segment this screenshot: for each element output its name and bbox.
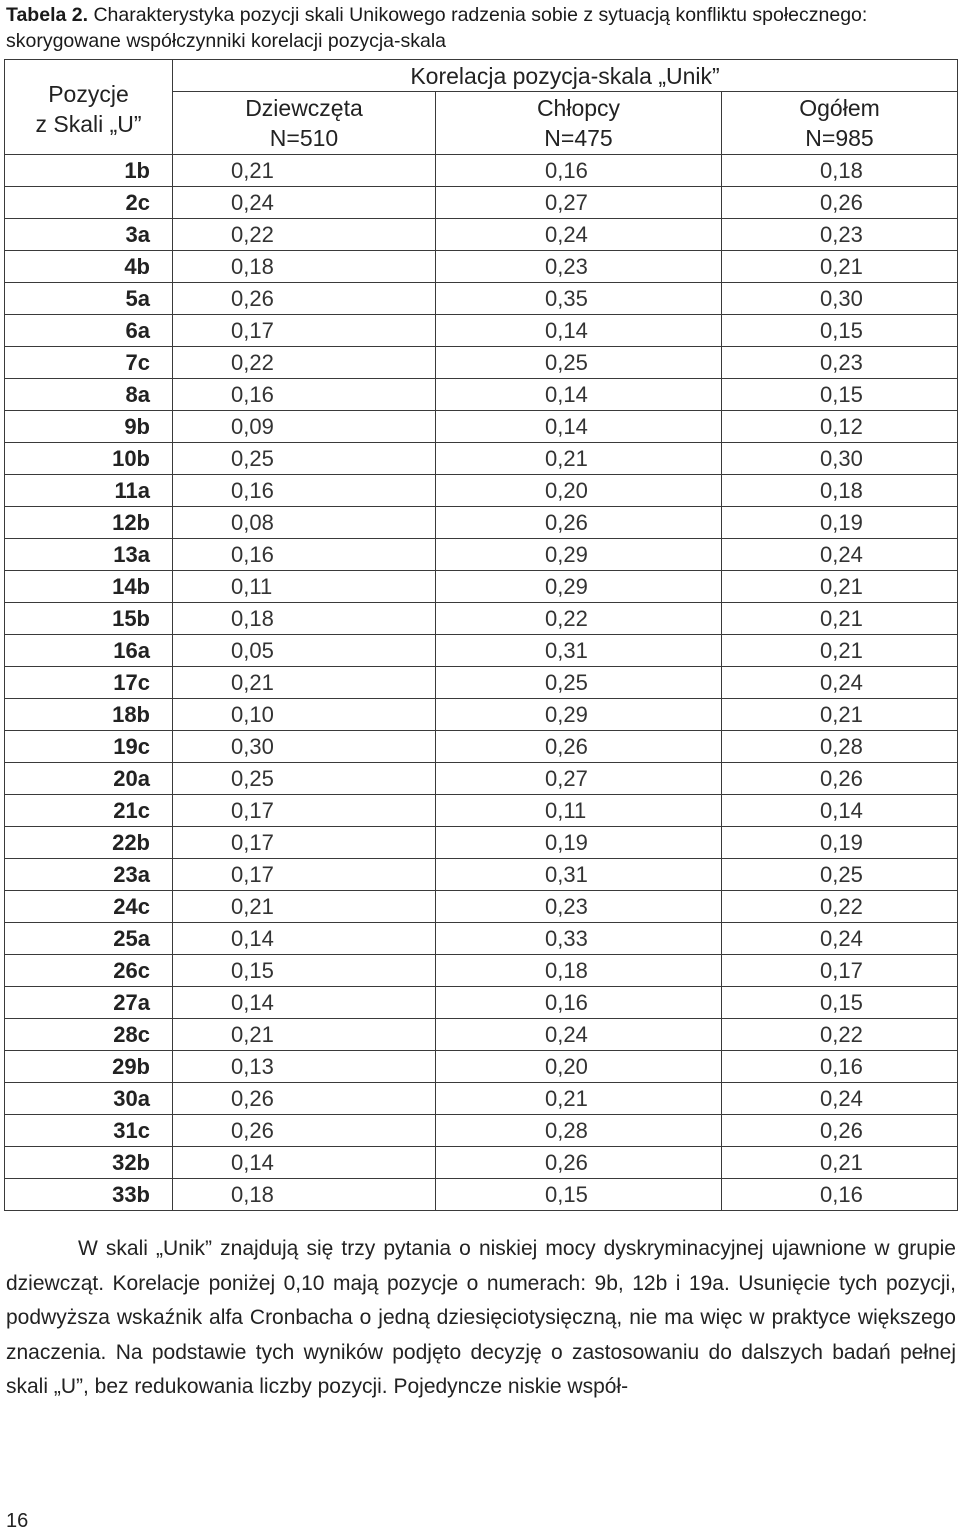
boys-value-cell: 0,20 bbox=[436, 1051, 722, 1083]
girls-value-cell: 0,26 bbox=[173, 283, 436, 315]
table-row bbox=[5, 187, 958, 219]
table-row bbox=[5, 251, 958, 283]
position-cell: 14b bbox=[5, 571, 173, 603]
position-cell: 26c bbox=[5, 955, 173, 987]
position-cell: 11a bbox=[5, 475, 173, 507]
position-cell: 21c bbox=[5, 795, 173, 827]
position-cell: 17c bbox=[5, 667, 173, 699]
boys-value-cell: 0,25 bbox=[436, 347, 722, 379]
table-row bbox=[5, 891, 958, 923]
total-value-cell: 0,22 bbox=[722, 891, 958, 923]
boys-value-cell: 0,16 bbox=[436, 155, 722, 187]
boys-value-cell: 0,15 bbox=[436, 1179, 722, 1211]
table-row bbox=[5, 827, 958, 859]
table-row bbox=[5, 731, 958, 763]
boys-header-n: N=475 bbox=[544, 125, 613, 151]
girls-value-cell: 0,18 bbox=[173, 603, 436, 635]
girls-value-cell: 0,16 bbox=[173, 539, 436, 571]
girls-value-cell: 0,17 bbox=[173, 859, 436, 891]
position-cell: 3a bbox=[5, 219, 173, 251]
boys-value-cell: 0,16 bbox=[436, 987, 722, 1019]
total-value-cell: 0,26 bbox=[722, 1115, 958, 1147]
girls-value-cell: 0,05 bbox=[173, 635, 436, 667]
total-value-cell: 0,19 bbox=[722, 827, 958, 859]
total-value-cell: 0,21 bbox=[722, 635, 958, 667]
girls-value-cell: 0,17 bbox=[173, 827, 436, 859]
boys-value-cell: 0,27 bbox=[436, 187, 722, 219]
boys-value-cell: 0,18 bbox=[436, 955, 722, 987]
total-value-cell: 0,22 bbox=[722, 1019, 958, 1051]
table-row bbox=[5, 219, 958, 251]
girls-value-cell: 0,11 bbox=[173, 571, 436, 603]
girls-value-cell: 0,09 bbox=[173, 411, 436, 443]
table-row bbox=[5, 795, 958, 827]
total-value-cell: 0,21 bbox=[722, 699, 958, 731]
position-cell: 28c bbox=[5, 1019, 173, 1051]
position-header-line1: Pozycje bbox=[48, 81, 129, 107]
table-caption bbox=[6, 2, 956, 54]
girls-value-cell: 0,10 bbox=[173, 699, 436, 731]
position-cell: 2c bbox=[5, 187, 173, 219]
table-row bbox=[5, 571, 958, 603]
girls-value-cell: 0,25 bbox=[173, 763, 436, 795]
position-cell: 25a bbox=[5, 923, 173, 955]
total-value-cell: 0,30 bbox=[722, 283, 958, 315]
boys-value-cell: 0,23 bbox=[436, 891, 722, 923]
position-cell: 29b bbox=[5, 1051, 173, 1083]
position-cell: 27a bbox=[5, 987, 173, 1019]
position-cell: 31c bbox=[5, 1115, 173, 1147]
total-value-cell: 0,25 bbox=[722, 859, 958, 891]
boys-value-cell: 0,29 bbox=[436, 539, 722, 571]
table-row bbox=[5, 155, 958, 187]
girls-value-cell: 0,16 bbox=[173, 475, 436, 507]
total-value-cell: 0,21 bbox=[722, 251, 958, 283]
position-cell: 12b bbox=[5, 507, 173, 539]
girls-value-cell: 0,14 bbox=[173, 923, 436, 955]
total-value-cell: 0,23 bbox=[722, 347, 958, 379]
correlation-group-header: Korelacja pozycja-skala „Unik” bbox=[173, 60, 958, 92]
total-value-cell: 0,24 bbox=[722, 539, 958, 571]
boys-value-cell: 0,25 bbox=[436, 667, 722, 699]
total-value-cell: 0,24 bbox=[722, 667, 958, 699]
total-value-cell: 0,15 bbox=[722, 987, 958, 1019]
girls-header-label: Dziewczęta bbox=[245, 95, 363, 121]
total-value-cell: 0,18 bbox=[722, 475, 958, 507]
table-row bbox=[5, 411, 958, 443]
boys-value-cell: 0,33 bbox=[436, 923, 722, 955]
total-value-cell: 0,17 bbox=[722, 955, 958, 987]
girls-column-header bbox=[173, 92, 436, 155]
position-cell: 10b bbox=[5, 443, 173, 475]
boys-value-cell: 0,26 bbox=[436, 1147, 722, 1179]
table-row bbox=[5, 667, 958, 699]
table-row bbox=[5, 859, 958, 891]
boys-value-cell: 0,27 bbox=[436, 763, 722, 795]
boys-value-cell: 0,31 bbox=[436, 635, 722, 667]
total-value-cell: 0,19 bbox=[722, 507, 958, 539]
position-cell: 8a bbox=[5, 379, 173, 411]
boys-value-cell: 0,14 bbox=[436, 315, 722, 347]
total-value-cell: 0,16 bbox=[722, 1179, 958, 1211]
boys-value-cell: 0,31 bbox=[436, 859, 722, 891]
total-value-cell: 0,24 bbox=[722, 923, 958, 955]
position-cell: 15b bbox=[5, 603, 173, 635]
table-row bbox=[5, 955, 958, 987]
position-header-line2: z Skali „U” bbox=[35, 111, 142, 137]
total-header-label: Ogółem bbox=[799, 95, 880, 121]
position-cell: 1b bbox=[5, 155, 173, 187]
total-value-cell: 0,16 bbox=[722, 1051, 958, 1083]
total-value-cell: 0,26 bbox=[722, 187, 958, 219]
girls-value-cell: 0,16 bbox=[173, 379, 436, 411]
position-cell: 9b bbox=[5, 411, 173, 443]
total-value-cell: 0,14 bbox=[722, 795, 958, 827]
table-row bbox=[5, 283, 958, 315]
table-row bbox=[5, 1115, 958, 1147]
position-cell: 16a bbox=[5, 635, 173, 667]
position-cell: 18b bbox=[5, 699, 173, 731]
girls-value-cell: 0,21 bbox=[173, 891, 436, 923]
total-header-n: N=985 bbox=[805, 125, 874, 151]
table-row bbox=[5, 347, 958, 379]
boys-column-header bbox=[436, 92, 722, 155]
table-row bbox=[5, 603, 958, 635]
total-value-cell: 0,24 bbox=[722, 1083, 958, 1115]
position-cell: 20a bbox=[5, 763, 173, 795]
girls-value-cell: 0,26 bbox=[173, 1115, 436, 1147]
girls-value-cell: 0,13 bbox=[173, 1051, 436, 1083]
boys-value-cell: 0,29 bbox=[436, 699, 722, 731]
boys-value-cell: 0,11 bbox=[436, 795, 722, 827]
girls-header-n: N=510 bbox=[269, 125, 339, 151]
girls-value-cell: 0,21 bbox=[173, 155, 436, 187]
boys-value-cell: 0,14 bbox=[436, 379, 722, 411]
position-cell: 23a bbox=[5, 859, 173, 891]
total-value-cell: 0,30 bbox=[722, 443, 958, 475]
table-row bbox=[5, 923, 958, 955]
boys-value-cell: 0,35 bbox=[436, 283, 722, 315]
total-value-cell: 0,15 bbox=[722, 315, 958, 347]
boys-value-cell: 0,14 bbox=[436, 411, 722, 443]
table-row bbox=[5, 763, 958, 795]
position-cell: 13a bbox=[5, 539, 173, 571]
total-value-cell: 0,28 bbox=[722, 731, 958, 763]
girls-value-cell: 0,26 bbox=[173, 1083, 436, 1115]
position-cell: 6a bbox=[5, 315, 173, 347]
girls-value-cell: 0,21 bbox=[173, 667, 436, 699]
position-column-header bbox=[5, 60, 173, 155]
table-caption-text: Charakterystyka pozycji skali Unikowego radzenia sobie z sytuacją konfliktu społecznego: skorygowane współczynniki korelacji pozycja-skala bbox=[6, 4, 868, 52]
boys-value-cell: 0,24 bbox=[436, 219, 722, 251]
position-cell: 4b bbox=[5, 251, 173, 283]
table-row bbox=[5, 379, 958, 411]
table-row bbox=[5, 635, 958, 667]
table-row bbox=[5, 507, 958, 539]
total-value-cell: 0,21 bbox=[722, 603, 958, 635]
total-value-cell: 0,12 bbox=[722, 411, 958, 443]
boys-value-cell: 0,22 bbox=[436, 603, 722, 635]
boys-value-cell: 0,21 bbox=[436, 443, 722, 475]
boys-value-cell: 0,23 bbox=[436, 251, 722, 283]
body-paragraph bbox=[6, 1232, 956, 1405]
table-caption-label: Tabela 2. bbox=[6, 4, 89, 26]
boys-value-cell: 0,21 bbox=[436, 1083, 722, 1115]
position-cell: 22b bbox=[5, 827, 173, 859]
table-row bbox=[5, 539, 958, 571]
boys-value-cell: 0,19 bbox=[436, 827, 722, 859]
position-cell: 32b bbox=[5, 1147, 173, 1179]
boys-value-cell: 0,26 bbox=[436, 731, 722, 763]
position-cell: 33b bbox=[5, 1179, 173, 1211]
table-row bbox=[5, 475, 958, 507]
girls-value-cell: 0,14 bbox=[173, 1147, 436, 1179]
girls-value-cell: 0,30 bbox=[173, 731, 436, 763]
girls-value-cell: 0,24 bbox=[173, 187, 436, 219]
girls-value-cell: 0,17 bbox=[173, 315, 436, 347]
girls-value-cell: 0,08 bbox=[173, 507, 436, 539]
total-value-cell: 0,15 bbox=[722, 379, 958, 411]
table-row bbox=[5, 699, 958, 731]
position-cell: 30a bbox=[5, 1083, 173, 1115]
total-column-header bbox=[722, 92, 958, 155]
position-cell: 7c bbox=[5, 347, 173, 379]
table-row bbox=[5, 443, 958, 475]
table-row bbox=[5, 1147, 958, 1179]
table-row bbox=[5, 1051, 958, 1083]
table-row bbox=[5, 1179, 958, 1211]
table-row bbox=[5, 987, 958, 1019]
girls-value-cell: 0,18 bbox=[173, 1179, 436, 1211]
body-paragraph-text: W skali „Unik” znajdują się trzy pytania o niskiej mocy dyskryminacyjnej ujawnione w grupie dziewcząt. Korelacje poniżej 0,10 mają pozycje o numerach: 9b, 12b i 19a. Usunięcie tych pozycji, podwyższa wskaźnik alfa Cronbacha o jedną dziesięciotysięczną, nie ma więc w praktyce większego znaczenia. Na podstawie tych wyników podjęto decyzję o zastosowaniu do dalszych badań pełnej skali „U”, bez redukowania liczby pozycji. Pojedyncze niskie współ- bbox=[6, 1237, 956, 1398]
boys-value-cell: 0,26 bbox=[436, 507, 722, 539]
table-row bbox=[5, 315, 958, 347]
boys-value-cell: 0,20 bbox=[436, 475, 722, 507]
boys-header-label: Chłopcy bbox=[536, 95, 621, 121]
girls-value-cell: 0,18 bbox=[173, 251, 436, 283]
girls-value-cell: 0,22 bbox=[173, 219, 436, 251]
boys-value-cell: 0,24 bbox=[436, 1019, 722, 1051]
total-value-cell: 0,21 bbox=[722, 571, 958, 603]
correlation-table bbox=[4, 59, 958, 1211]
boys-value-cell: 0,28 bbox=[436, 1115, 722, 1147]
girls-value-cell: 0,21 bbox=[173, 1019, 436, 1051]
page-number: 16 bbox=[6, 1510, 29, 1532]
table-body bbox=[5, 155, 958, 1211]
girls-value-cell: 0,25 bbox=[173, 443, 436, 475]
total-value-cell: 0,23 bbox=[722, 219, 958, 251]
girls-value-cell: 0,15 bbox=[173, 955, 436, 987]
boys-value-cell: 0,29 bbox=[436, 571, 722, 603]
total-value-cell: 0,26 bbox=[722, 763, 958, 795]
total-value-cell: 0,21 bbox=[722, 1147, 958, 1179]
table-row bbox=[5, 1083, 958, 1115]
girls-value-cell: 0,14 bbox=[173, 987, 436, 1019]
girls-value-cell: 0,17 bbox=[173, 795, 436, 827]
table-row bbox=[5, 1019, 958, 1051]
total-value-cell: 0,18 bbox=[722, 155, 958, 187]
position-cell: 24c bbox=[5, 891, 173, 923]
position-cell: 5a bbox=[5, 283, 173, 315]
position-cell: 19c bbox=[5, 731, 173, 763]
girls-value-cell: 0,22 bbox=[173, 347, 436, 379]
